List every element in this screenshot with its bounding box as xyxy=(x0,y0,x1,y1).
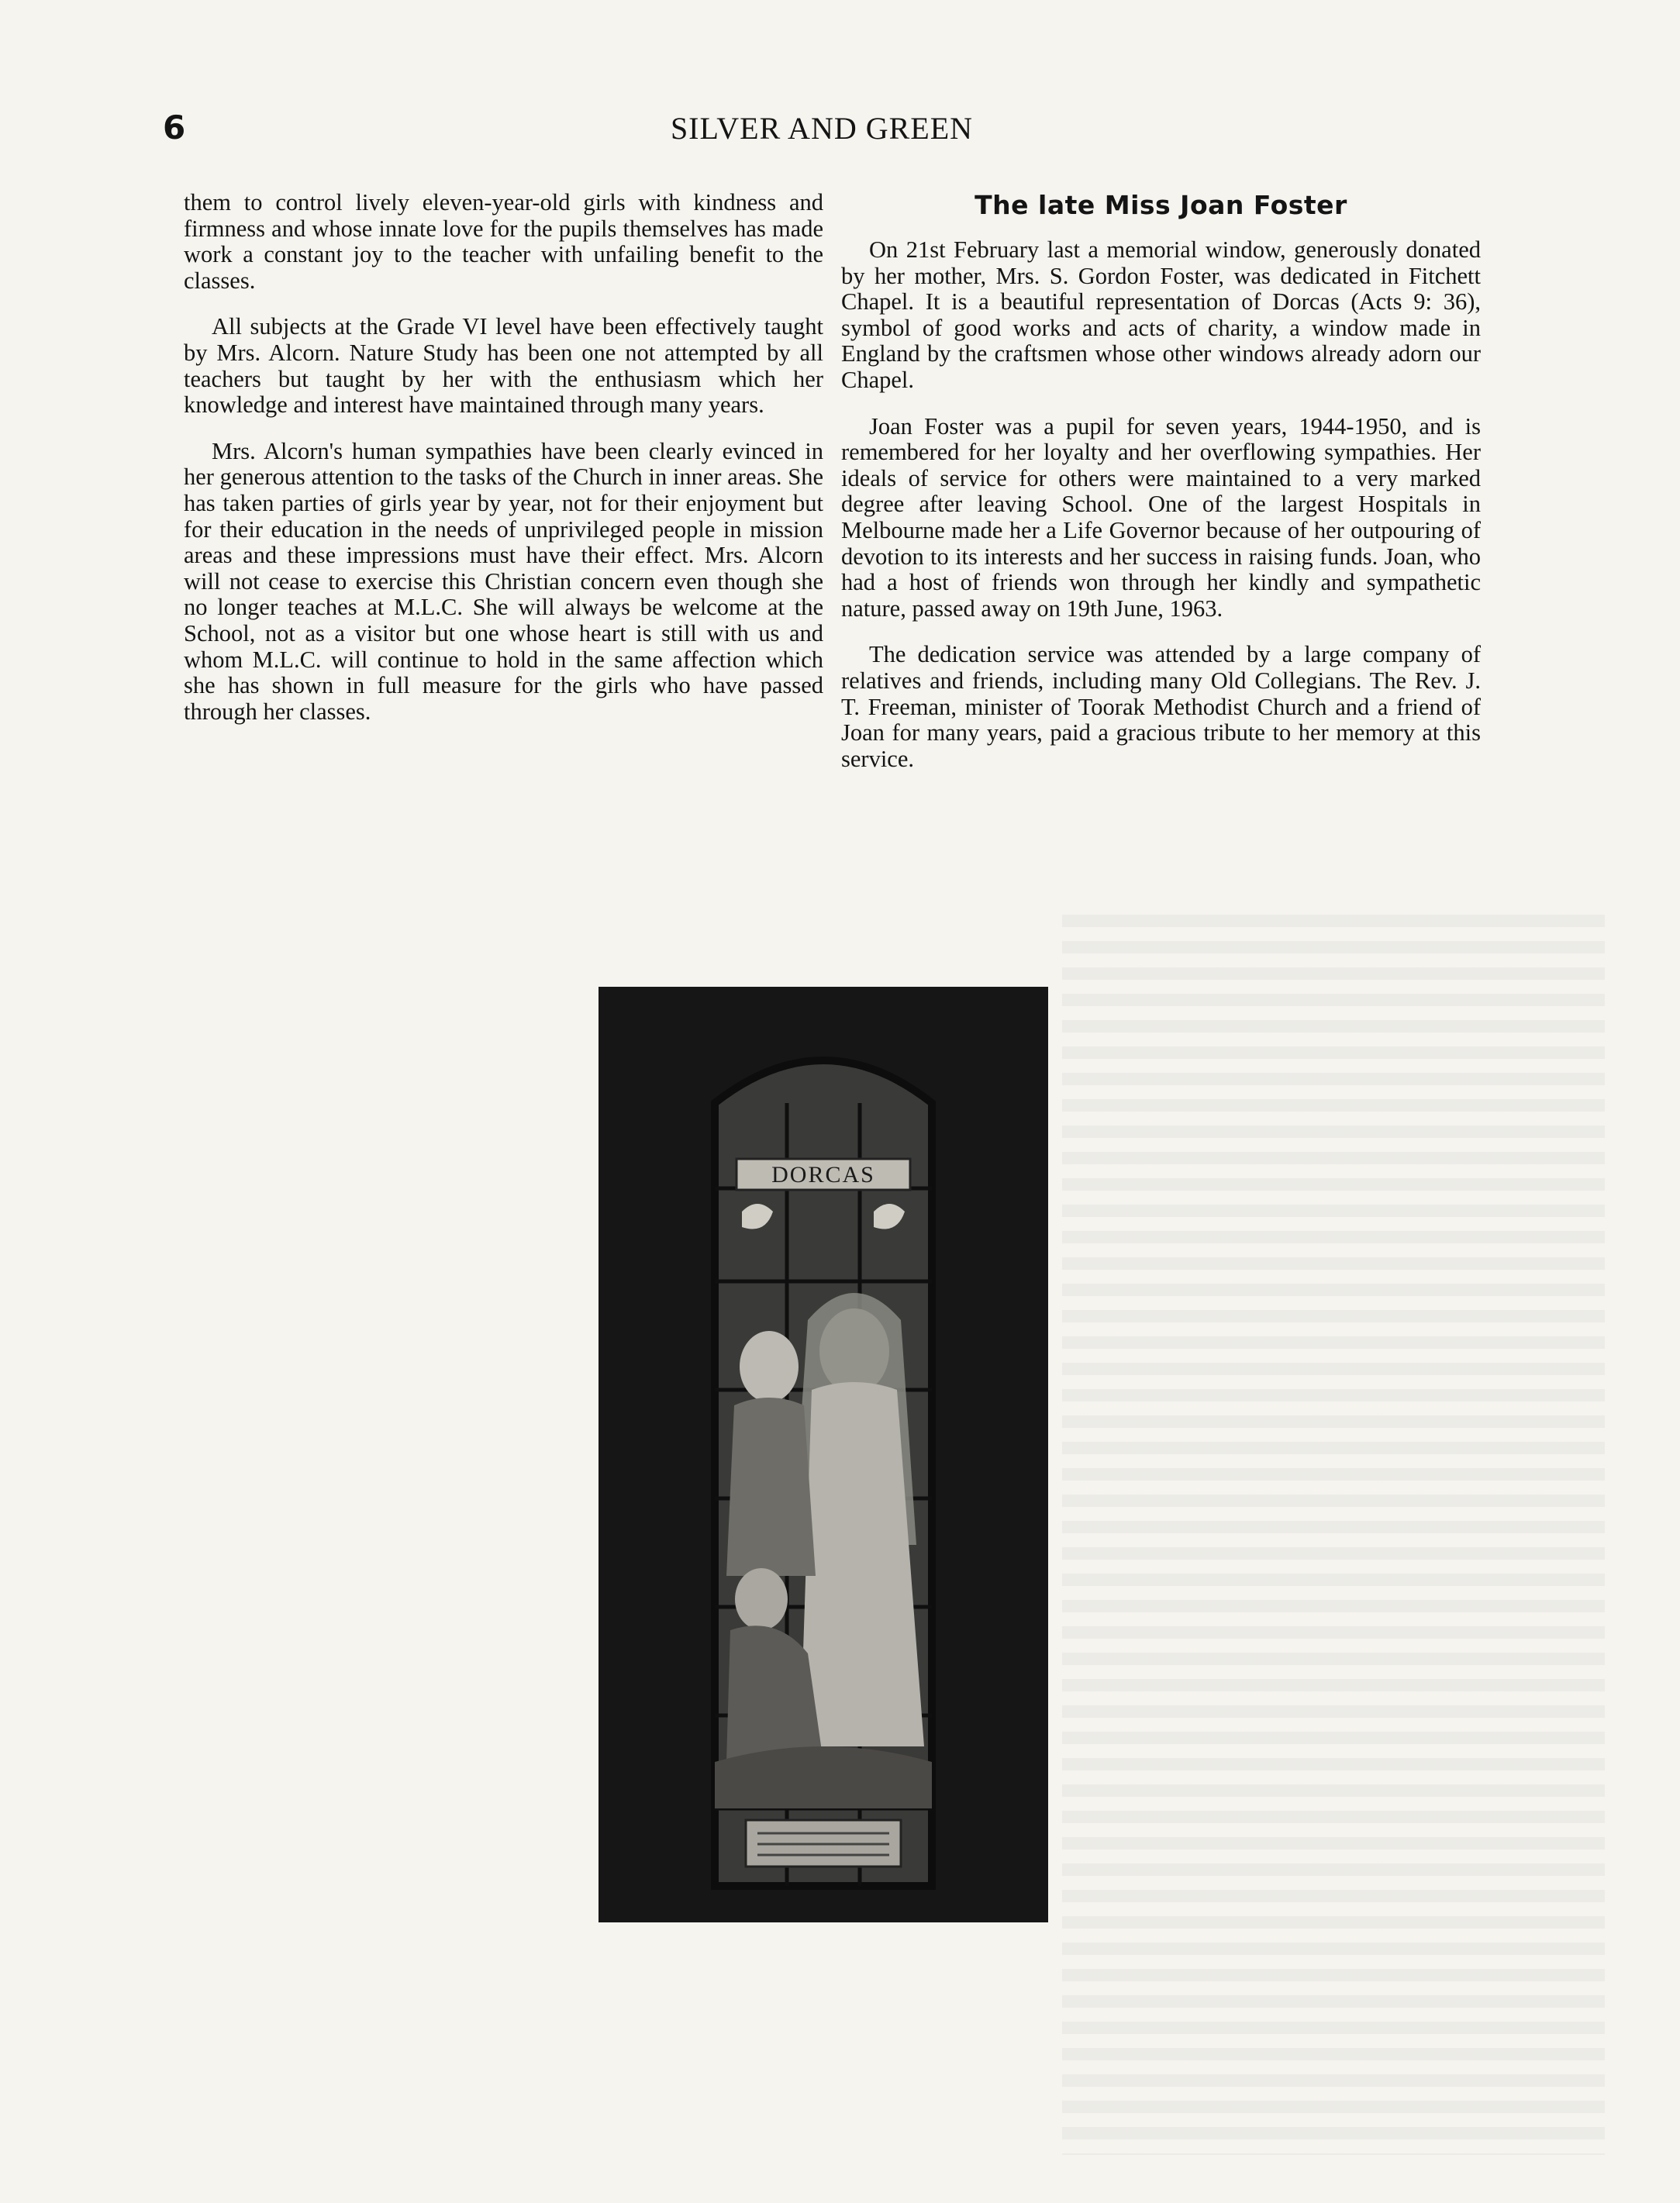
right-paragraph-3: The dedication service was attended by a large company of relatives and friends, including many Old Collegians. The Rev. J. T. Freeman, minister of Toorak Methodist Church and a friend of Joan for many years, paid a gracious tribute to her memory at this service. xyxy=(841,641,1481,772)
window-illustration xyxy=(599,987,1048,1922)
show-through-texture xyxy=(1062,915,1605,2155)
left-column xyxy=(184,190,823,745)
article-title: The late Miss Joan Foster xyxy=(975,190,1347,220)
right-column xyxy=(841,190,1481,792)
left-paragraph-2: All subjects at the Grade VI level have been effectively taught by Mrs. Alcorn. Nature Study has been one not attempted by all teachers but taught by her with the enthusiasm which her knowledge and interest have maintained through many years. xyxy=(184,313,823,419)
page-number: 6 xyxy=(163,109,186,147)
right-paragraph-2: Joan Foster was a pupil for seven years, 1944-1950, and is remembered for her loyalty and her overflowing sympathies. Her ideals of service for others were maintained to a very marked degree after leaving School. One of the largest Hospitals in Melbourne made her a Life Governor because of her outpouring of devotion to its interests and her success in raising funds. Joan, who had a host of friends won through her kindly and sympathetic nature, passed away on 19th June, 1963. xyxy=(841,412,1481,622)
page-header xyxy=(163,109,1481,155)
left-paragraph-1: them to control lively eleven-year-old girls with kindness and firmness and whose innate love for the pupils themselves has made work a constant joy to the teacher with unfailing benefit to the classes. xyxy=(184,189,823,294)
right-paragraph-1: On 21st February last a memorial window, generously donated by her mother, Mrs. S. Gordon Foster, was dedicated in Fitchett Chapel. It is a beautiful representation of Dorcas (Acts 9: 36), symbol of good works and acts of charity, a window made in England by the craftsmen whose other windows already adorn our Chapel. xyxy=(841,236,1481,393)
window-label: DORCAS xyxy=(771,1162,875,1188)
running-title: SILVER AND GREEN xyxy=(670,111,974,146)
left-paragraph-3: Mrs. Alcorn's human sympathies have been clearly evinced in her generous attention to the tasks of the Church in inner areas. She has taken parties of girls year by year, not for their enjoyment but for their education in the needs of unprivileged people in mission areas and these impressions must have their effect. Mrs. Alcorn will not cease to exercise this Christian concern even though she no longer teaches at M.L.C. She will always be welcome at the School, not as a visitor but one whose heart is still with us and whom M.L.C. will continue to hold in the same affection which she has shown in full measure for the girls who have passed through her classes. xyxy=(184,437,823,725)
stained-glass-window-photo xyxy=(599,987,1048,1922)
